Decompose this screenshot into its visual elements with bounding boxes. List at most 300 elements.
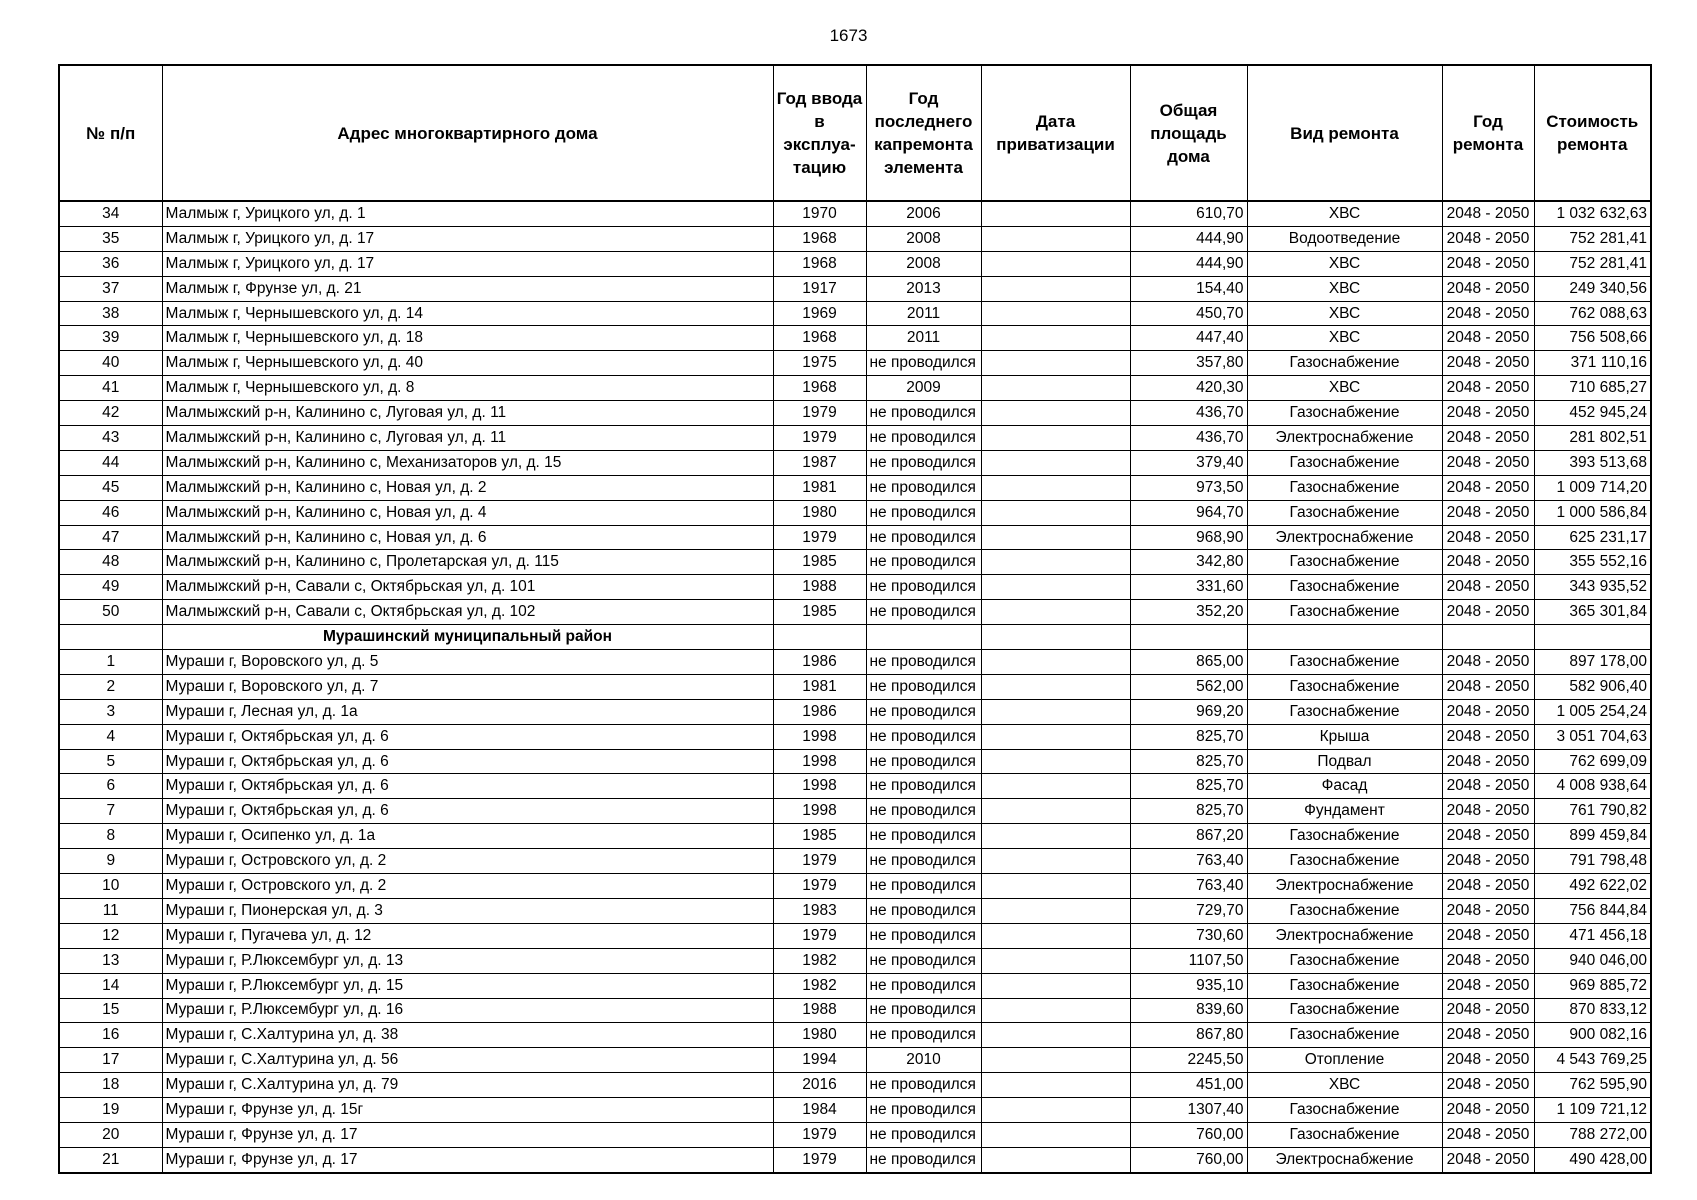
table-row <box>59 376 1651 401</box>
row-repair-kind-cell: ХВС <box>1247 376 1442 401</box>
row-last-repair-cell: не проводился <box>866 575 981 600</box>
row-cost-cell: 752 281,41 <box>1534 251 1651 276</box>
row-area-cell: 379,40 <box>1130 450 1247 475</box>
row-last-repair-cell: 2011 <box>866 326 981 351</box>
row-address-cell: Мураши г, Р.Люксембург ул, д. 13 <box>162 948 773 973</box>
row-repair-period-cell: 2048 - 2050 <box>1442 301 1534 326</box>
row-area-cell: 763,40 <box>1130 849 1247 874</box>
row-cost-cell: 899 459,84 <box>1534 824 1651 849</box>
row-privatization-cell <box>981 426 1130 451</box>
row-repair-period-cell: 2048 - 2050 <box>1442 699 1534 724</box>
row-area-cell: 1307,40 <box>1130 1098 1247 1123</box>
row-cost-cell: 249 340,56 <box>1534 276 1651 301</box>
row-address-cell: Малмыжский р-н, Калинино с, Механизаторов ул, д. 15 <box>162 450 773 475</box>
row-address-cell: Мураши г, Лесная ул, д. 1а <box>162 699 773 724</box>
row-address-cell: Мураши г, Островского ул, д. 2 <box>162 874 773 899</box>
row-address-cell: Мураши г, Фрунзе ул, д. 17 <box>162 1147 773 1172</box>
col-header-year-commission: Год ввода в эксплуа-тацию <box>773 65 866 201</box>
row-privatization-cell <box>981 774 1130 799</box>
row-last-repair-cell: 2009 <box>866 376 981 401</box>
row-privatization-cell <box>981 201 1130 226</box>
row-repair-period-cell: 2048 - 2050 <box>1442 898 1534 923</box>
row-area-cell: 357,80 <box>1130 351 1247 376</box>
row-year-cell: 1968 <box>773 251 866 276</box>
row-num-cell: 34 <box>59 201 162 226</box>
table-row <box>59 674 1651 699</box>
row-last-repair-cell: не проводился <box>866 401 981 426</box>
row-privatization-cell <box>981 1147 1130 1172</box>
row-last-repair-cell: не проводился <box>866 923 981 948</box>
row-last-repair-cell: не проводился <box>866 824 981 849</box>
table-row <box>59 898 1651 923</box>
row-repair-period-cell: 2048 - 2050 <box>1442 674 1534 699</box>
row-num-cell: 15 <box>59 998 162 1023</box>
row-privatization-cell <box>981 226 1130 251</box>
row-repair-kind-cell: ХВС <box>1247 276 1442 301</box>
row-year-cell: 1979 <box>773 923 866 948</box>
row-last-repair-cell: не проводился <box>866 650 981 675</box>
row-num-cell: 37 <box>59 276 162 301</box>
row-repair-period-cell: 2048 - 2050 <box>1442 650 1534 675</box>
row-privatization-cell <box>981 799 1130 824</box>
row-area-cell: 444,90 <box>1130 226 1247 251</box>
row-repair-period-cell: 2048 - 2050 <box>1442 376 1534 401</box>
row-num-cell: 36 <box>59 251 162 276</box>
row-num-cell: 13 <box>59 948 162 973</box>
row-repair-period-cell: 2048 - 2050 <box>1442 874 1534 899</box>
row-num-cell: 6 <box>59 774 162 799</box>
row-repair-kind-cell: Газоснабжение <box>1247 351 1442 376</box>
col-header-repair-period: Год ремонта <box>1442 65 1534 201</box>
row-repair-period-cell: 2048 - 2050 <box>1442 749 1534 774</box>
row-privatization-cell <box>981 1048 1130 1073</box>
row-last-repair-cell: не проводился <box>866 799 981 824</box>
row-privatization-cell <box>981 898 1130 923</box>
row-last-repair-cell: не проводился <box>866 774 981 799</box>
row-repair-kind-cell: Фасад <box>1247 774 1442 799</box>
row-year-cell: 1984 <box>773 1098 866 1123</box>
table-row <box>59 998 1651 1023</box>
row-num-cell: 50 <box>59 600 162 625</box>
row-address-cell: Малмыжский р-н, Калинино с, Луговая ул, д. 11 <box>162 401 773 426</box>
row-cost-cell: 762 595,90 <box>1534 1073 1651 1098</box>
row-num-cell: 42 <box>59 401 162 426</box>
row-cost-cell: 870 833,12 <box>1534 998 1651 1023</box>
row-repair-period-cell: 2048 - 2050 <box>1442 923 1534 948</box>
row-num-cell: 35 <box>59 226 162 251</box>
row-area-cell: 610,70 <box>1130 201 1247 226</box>
row-num-cell: 17 <box>59 1048 162 1073</box>
row-privatization-cell <box>981 1122 1130 1147</box>
table-row <box>59 1023 1651 1048</box>
row-cost-cell: 752 281,41 <box>1534 226 1651 251</box>
row-cost-cell: 355 552,16 <box>1534 550 1651 575</box>
row-repair-kind-cell: Газоснабжение <box>1247 550 1442 575</box>
row-cost-cell <box>1534 625 1651 650</box>
row-last-repair-cell: не проводился <box>866 500 981 525</box>
row-repair-period-cell: 2048 - 2050 <box>1442 201 1534 226</box>
row-year-cell <box>773 625 866 650</box>
row-repair-kind-cell: ХВС <box>1247 201 1442 226</box>
row-year-cell: 1998 <box>773 799 866 824</box>
row-area-cell: 763,40 <box>1130 874 1247 899</box>
row-repair-kind-cell: Фундамент <box>1247 799 1442 824</box>
row-last-repair-cell <box>866 625 981 650</box>
row-repair-kind-cell: Электроснабжение <box>1247 1147 1442 1172</box>
row-repair-kind-cell: ХВС <box>1247 1073 1442 1098</box>
row-address-cell: Малмыж г, Чернышевского ул, д. 40 <box>162 351 773 376</box>
row-address-cell: Мураши г, С.Халтурина ул, д. 56 <box>162 1048 773 1073</box>
row-repair-period-cell <box>1442 625 1534 650</box>
row-repair-kind-cell: Газоснабжение <box>1247 674 1442 699</box>
row-repair-period-cell: 2048 - 2050 <box>1442 774 1534 799</box>
row-num-cell: 48 <box>59 550 162 575</box>
table-row <box>59 575 1651 600</box>
row-cost-cell: 281 802,51 <box>1534 426 1651 451</box>
row-cost-cell: 4 543 769,25 <box>1534 1048 1651 1073</box>
row-num-cell: 38 <box>59 301 162 326</box>
row-area-cell: 825,70 <box>1130 724 1247 749</box>
table-row <box>59 749 1651 774</box>
table-row <box>59 774 1651 799</box>
row-repair-kind-cell: Газоснабжение <box>1247 1122 1442 1147</box>
table-row <box>59 525 1651 550</box>
row-year-cell: 2016 <box>773 1073 866 1098</box>
row-area-cell: 420,30 <box>1130 376 1247 401</box>
row-repair-kind-cell <box>1247 625 1442 650</box>
row-repair-kind-cell: Газоснабжение <box>1247 948 1442 973</box>
row-repair-kind-cell: Газоснабжение <box>1247 973 1442 998</box>
row-address-cell: Мураши г, Пугачева ул, д. 12 <box>162 923 773 948</box>
row-last-repair-cell: не проводился <box>866 426 981 451</box>
row-area-cell: 451,00 <box>1130 1073 1247 1098</box>
row-repair-kind-cell: Крыша <box>1247 724 1442 749</box>
row-year-cell: 1994 <box>773 1048 866 1073</box>
row-repair-period-cell: 2048 - 2050 <box>1442 998 1534 1023</box>
row-num-cell: 46 <box>59 500 162 525</box>
row-num-cell: 47 <box>59 525 162 550</box>
row-year-cell: 1969 <box>773 301 866 326</box>
row-address-cell: Мураши г, С.Халтурина ул, д. 38 <box>162 1023 773 1048</box>
row-repair-period-cell: 2048 - 2050 <box>1442 724 1534 749</box>
row-repair-kind-cell: Газоснабжение <box>1247 998 1442 1023</box>
row-last-repair-cell: 2010 <box>866 1048 981 1073</box>
row-last-repair-cell: не проводился <box>866 1147 981 1172</box>
row-num-cell: 5 <box>59 749 162 774</box>
row-privatization-cell <box>981 749 1130 774</box>
row-last-repair-cell: не проводился <box>866 525 981 550</box>
row-privatization-cell <box>981 948 1130 973</box>
row-repair-period-cell: 2048 - 2050 <box>1442 1147 1534 1172</box>
row-repair-period-cell: 2048 - 2050 <box>1442 475 1534 500</box>
row-last-repair-cell: 2013 <box>866 276 981 301</box>
row-num-cell: 40 <box>59 351 162 376</box>
row-cost-cell: 365 301,84 <box>1534 600 1651 625</box>
row-address-cell: Малмыжский р-н, Савали с, Октябрьская ул, д. 101 <box>162 575 773 600</box>
row-last-repair-cell: не проводился <box>866 1122 981 1147</box>
row-privatization-cell <box>981 699 1130 724</box>
row-address-cell: Мураши г, Р.Люксембург ул, д. 16 <box>162 998 773 1023</box>
row-num-cell: 43 <box>59 426 162 451</box>
row-num-cell: 16 <box>59 1023 162 1048</box>
table-row <box>59 1048 1651 1073</box>
row-area-cell: 760,00 <box>1130 1122 1247 1147</box>
row-privatization-cell <box>981 401 1130 426</box>
row-last-repair-cell: не проводился <box>866 674 981 699</box>
row-area-cell: 436,70 <box>1130 426 1247 451</box>
row-last-repair-cell: не проводился <box>866 351 981 376</box>
row-area-cell: 352,20 <box>1130 600 1247 625</box>
row-privatization-cell <box>981 525 1130 550</box>
row-privatization-cell <box>981 550 1130 575</box>
row-year-cell: 1998 <box>773 774 866 799</box>
row-year-cell: 1982 <box>773 948 866 973</box>
row-year-cell: 1985 <box>773 550 866 575</box>
row-cost-cell: 371 110,16 <box>1534 351 1651 376</box>
row-year-cell: 1985 <box>773 824 866 849</box>
row-repair-kind-cell: Газоснабжение <box>1247 401 1442 426</box>
col-header-last-repair: Год последнего капремонта элемента <box>866 65 981 201</box>
row-repair-period-cell: 2048 - 2050 <box>1442 450 1534 475</box>
table-row <box>59 500 1651 525</box>
row-last-repair-cell: не проводился <box>866 550 981 575</box>
row-area-cell: 730,60 <box>1130 923 1247 948</box>
row-cost-cell: 4 008 938,64 <box>1534 774 1651 799</box>
row-last-repair-cell: не проводился <box>866 998 981 1023</box>
table-row <box>59 973 1651 998</box>
row-year-cell: 1986 <box>773 650 866 675</box>
row-repair-period-cell: 2048 - 2050 <box>1442 575 1534 600</box>
table-row <box>59 849 1651 874</box>
row-repair-period-cell: 2048 - 2050 <box>1442 1098 1534 1123</box>
row-year-cell: 1998 <box>773 724 866 749</box>
row-cost-cell: 900 082,16 <box>1534 1023 1651 1048</box>
row-area-cell: 444,90 <box>1130 251 1247 276</box>
row-year-cell: 1968 <box>773 326 866 351</box>
row-address-cell: Малмыжский р-н, Калинино с, Новая ул, д. 6 <box>162 525 773 550</box>
section-header-row <box>59 625 1651 650</box>
row-privatization-cell <box>981 1073 1130 1098</box>
row-cost-cell: 788 272,00 <box>1534 1122 1651 1147</box>
row-repair-period-cell: 2048 - 2050 <box>1442 1122 1534 1147</box>
row-repair-kind-cell: Электроснабжение <box>1247 426 1442 451</box>
row-repair-period-cell: 2048 - 2050 <box>1442 824 1534 849</box>
row-repair-kind-cell: Газоснабжение <box>1247 1023 1442 1048</box>
row-num-cell <box>59 625 162 650</box>
row-repair-kind-cell: Газоснабжение <box>1247 699 1442 724</box>
row-last-repair-cell: не проводился <box>866 699 981 724</box>
row-year-cell: 1988 <box>773 998 866 1023</box>
row-repair-period-cell: 2048 - 2050 <box>1442 525 1534 550</box>
row-cost-cell: 761 790,82 <box>1534 799 1651 824</box>
row-address-cell: Мураши г, Фрунзе ул, д. 17 <box>162 1122 773 1147</box>
col-header-cost: Стоимость ремонта <box>1534 65 1651 201</box>
row-last-repair-cell: не проводился <box>866 724 981 749</box>
row-address-cell: Малмыж г, Чернышевского ул, д. 14 <box>162 301 773 326</box>
table-header-row <box>59 65 1651 201</box>
row-repair-period-cell: 2048 - 2050 <box>1442 351 1534 376</box>
row-area-cell: 825,70 <box>1130 774 1247 799</box>
row-address-cell: Мурашинский муниципальный район <box>162 625 773 650</box>
row-repair-kind-cell: Газоснабжение <box>1247 849 1442 874</box>
row-area-cell: 825,70 <box>1130 799 1247 824</box>
row-cost-cell: 791 798,48 <box>1534 849 1651 874</box>
row-privatization-cell <box>981 376 1130 401</box>
row-area-cell: 436,70 <box>1130 401 1247 426</box>
row-area-cell: 729,70 <box>1130 898 1247 923</box>
row-address-cell: Мураши г, Воровского ул, д. 5 <box>162 650 773 675</box>
row-area-cell: 342,80 <box>1130 550 1247 575</box>
row-cost-cell: 756 844,84 <box>1534 898 1651 923</box>
row-area-cell: 867,80 <box>1130 1023 1247 1048</box>
row-cost-cell: 1 000 586,84 <box>1534 500 1651 525</box>
row-area-cell: 865,00 <box>1130 650 1247 675</box>
table-row <box>59 824 1651 849</box>
row-year-cell: 1975 <box>773 351 866 376</box>
table-row <box>59 799 1651 824</box>
row-repair-period-cell: 2048 - 2050 <box>1442 401 1534 426</box>
row-last-repair-cell: не проводился <box>866 874 981 899</box>
row-repair-period-cell: 2048 - 2050 <box>1442 251 1534 276</box>
row-address-cell: Мураши г, Октябрьская ул, д. 6 <box>162 749 773 774</box>
row-privatization-cell <box>981 351 1130 376</box>
row-year-cell: 1970 <box>773 201 866 226</box>
row-repair-period-cell: 2048 - 2050 <box>1442 226 1534 251</box>
row-num-cell: 3 <box>59 699 162 724</box>
row-year-cell: 1968 <box>773 376 866 401</box>
row-num-cell: 21 <box>59 1147 162 1172</box>
row-privatization-cell <box>981 600 1130 625</box>
row-address-cell: Малмыжский р-н, Калинино с, Новая ул, д. 2 <box>162 475 773 500</box>
row-year-cell: 1981 <box>773 475 866 500</box>
row-address-cell: Малмыжский р-н, Калинино с, Новая ул, д. 4 <box>162 500 773 525</box>
row-year-cell: 1983 <box>773 898 866 923</box>
row-num-cell: 2 <box>59 674 162 699</box>
table-row <box>59 351 1651 376</box>
row-num-cell: 49 <box>59 575 162 600</box>
row-privatization-cell <box>981 923 1130 948</box>
row-year-cell: 1979 <box>773 525 866 550</box>
row-area-cell: 154,40 <box>1130 276 1247 301</box>
row-num-cell: 41 <box>59 376 162 401</box>
row-last-repair-cell: 2008 <box>866 251 981 276</box>
row-num-cell: 44 <box>59 450 162 475</box>
row-area-cell: 964,70 <box>1130 500 1247 525</box>
row-repair-kind-cell: Газоснабжение <box>1247 898 1442 923</box>
row-address-cell: Малмыж г, Урицкого ул, д. 1 <box>162 201 773 226</box>
row-cost-cell: 3 051 704,63 <box>1534 724 1651 749</box>
col-header-repair-kind: Вид ремонта <box>1247 65 1442 201</box>
row-num-cell: 19 <box>59 1098 162 1123</box>
table-row <box>59 650 1651 675</box>
row-last-repair-cell: не проводился <box>866 1023 981 1048</box>
row-repair-period-cell: 2048 - 2050 <box>1442 326 1534 351</box>
row-year-cell: 1968 <box>773 226 866 251</box>
row-address-cell: Мураши г, С.Халтурина ул, д. 79 <box>162 1073 773 1098</box>
table-row <box>59 276 1651 301</box>
row-privatization-cell <box>981 1023 1130 1048</box>
row-year-cell: 1980 <box>773 1023 866 1048</box>
row-address-cell: Мураши г, Осипенко ул, д. 1а <box>162 824 773 849</box>
row-address-cell: Малмыж г, Урицкого ул, д. 17 <box>162 226 773 251</box>
row-repair-period-cell: 2048 - 2050 <box>1442 1073 1534 1098</box>
row-area-cell: 1107,50 <box>1130 948 1247 973</box>
row-cost-cell: 710 685,27 <box>1534 376 1651 401</box>
row-privatization-cell <box>981 849 1130 874</box>
row-year-cell: 1979 <box>773 1122 866 1147</box>
row-address-cell: Малмыжский р-н, Калинино с, Пролетарская ул, д. 115 <box>162 550 773 575</box>
row-area-cell: 2245,50 <box>1130 1048 1247 1073</box>
row-year-cell: 1988 <box>773 575 866 600</box>
row-privatization-cell <box>981 650 1130 675</box>
row-cost-cell: 492 622,02 <box>1534 874 1651 899</box>
row-area-cell: 867,20 <box>1130 824 1247 849</box>
row-privatization-cell <box>981 301 1130 326</box>
row-year-cell: 1985 <box>773 600 866 625</box>
row-repair-period-cell: 2048 - 2050 <box>1442 600 1534 625</box>
row-cost-cell: 471 456,18 <box>1534 923 1651 948</box>
table-row <box>59 226 1651 251</box>
row-repair-period-cell: 2048 - 2050 <box>1442 1023 1534 1048</box>
row-year-cell: 1987 <box>773 450 866 475</box>
row-privatization-cell <box>981 998 1130 1023</box>
row-privatization-cell <box>981 973 1130 998</box>
row-year-cell: 1986 <box>773 699 866 724</box>
row-address-cell: Малмыж г, Урицкого ул, д. 17 <box>162 251 773 276</box>
row-repair-kind-cell: Газоснабжение <box>1247 475 1442 500</box>
row-year-cell: 1998 <box>773 749 866 774</box>
row-address-cell: Малмыж г, Чернышевского ул, д. 18 <box>162 326 773 351</box>
col-header-privatization: Дата приватизации <box>981 65 1130 201</box>
row-last-repair-cell: не проводился <box>866 973 981 998</box>
row-cost-cell: 940 046,00 <box>1534 948 1651 973</box>
row-privatization-cell <box>981 824 1130 849</box>
row-last-repair-cell: не проводился <box>866 450 981 475</box>
row-privatization-cell <box>981 674 1130 699</box>
table-row <box>59 1098 1651 1123</box>
row-repair-kind-cell: Газоснабжение <box>1247 1098 1442 1123</box>
row-last-repair-cell: 2006 <box>866 201 981 226</box>
row-repair-period-cell: 2048 - 2050 <box>1442 276 1534 301</box>
row-area-cell: 562,00 <box>1130 674 1247 699</box>
row-area-cell: 447,40 <box>1130 326 1247 351</box>
row-address-cell: Мураши г, Р.Люксембург ул, д. 15 <box>162 973 773 998</box>
row-year-cell: 1979 <box>773 874 866 899</box>
row-area-cell: 760,00 <box>1130 1147 1247 1172</box>
table-row <box>59 923 1651 948</box>
row-repair-kind-cell: ХВС <box>1247 301 1442 326</box>
row-address-cell: Мураши г, Октябрьская ул, д. 6 <box>162 799 773 824</box>
row-address-cell: Малмыж г, Чернышевского ул, д. 8 <box>162 376 773 401</box>
row-address-cell: Малмыжский р-н, Савали с, Октябрьская ул, д. 102 <box>162 600 773 625</box>
row-last-repair-cell: не проводился <box>866 898 981 923</box>
row-repair-kind-cell: Электроснабжение <box>1247 874 1442 899</box>
row-year-cell: 1979 <box>773 849 866 874</box>
row-repair-kind-cell: Газоснабжение <box>1247 650 1442 675</box>
row-year-cell: 1979 <box>773 1147 866 1172</box>
row-privatization-cell <box>981 575 1130 600</box>
row-repair-period-cell: 2048 - 2050 <box>1442 1048 1534 1073</box>
row-address-cell: Мураши г, Октябрьская ул, д. 6 <box>162 724 773 749</box>
row-cost-cell: 625 231,17 <box>1534 525 1651 550</box>
table-row <box>59 874 1651 899</box>
row-num-cell: 10 <box>59 874 162 899</box>
col-header-area: Общая площадь дома <box>1130 65 1247 201</box>
table-row <box>59 426 1651 451</box>
row-cost-cell: 1 009 714,20 <box>1534 475 1651 500</box>
row-repair-kind-cell: Отопление <box>1247 1048 1442 1073</box>
row-cost-cell: 582 906,40 <box>1534 674 1651 699</box>
